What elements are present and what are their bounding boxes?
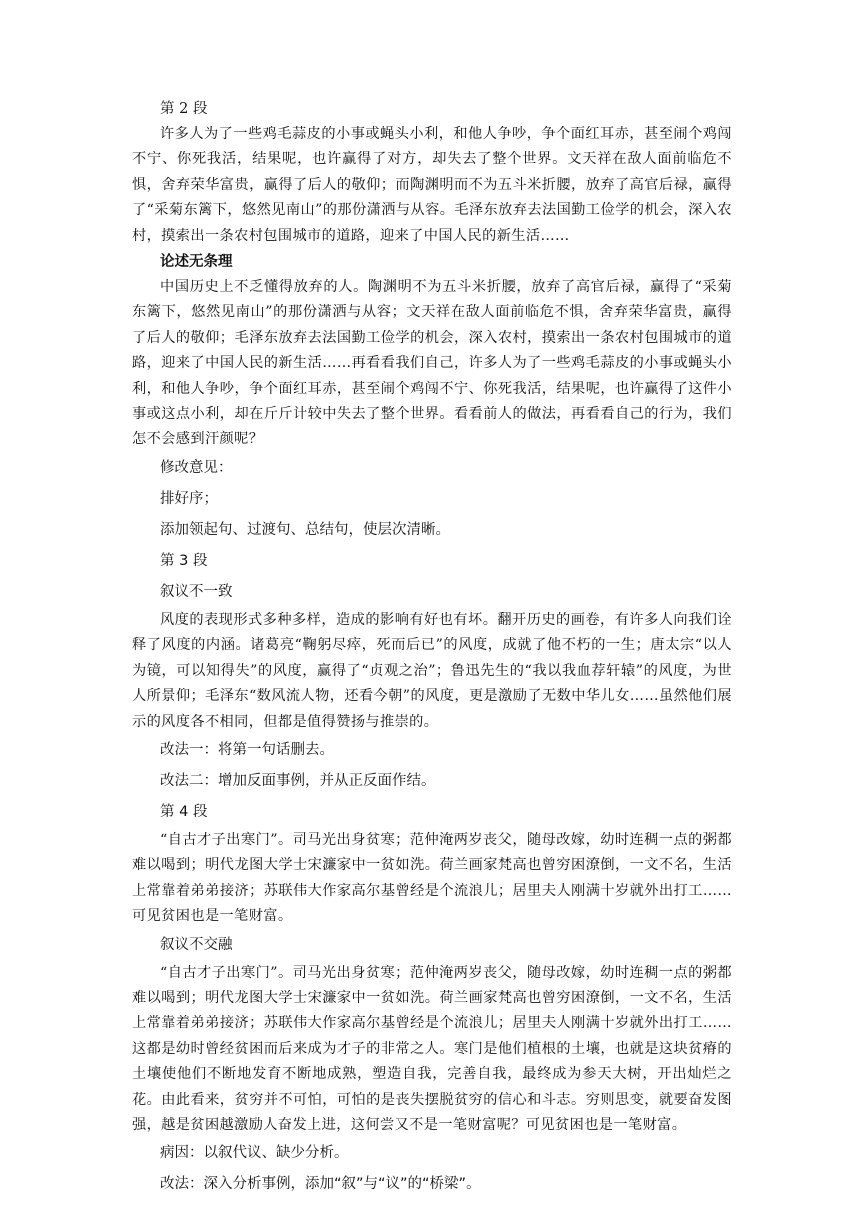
- section-heading: 第 2 段: [160, 101, 208, 117]
- revision-note: 改法二：增加反面事例，并从正反面作结。: [160, 772, 436, 789]
- revision-note: 改法：深入分析事例，添加“叙”与“议”的“桥梁”。: [160, 1176, 481, 1193]
- paragraph: 许多人为了一些鸡毛蒜皮的小事或蝇头小利，和他人争吵，争个面红耳赤，甚至闹个鸡闯不宁、你死我活，结果呢，也许赢得了对方，却失去了整个世界。文天祥在敌人面前临危不惧，舍弃荣华富贵，赢得了后人的敬仰；而陶渊明而不为五斗米折腰，放弃了高官后禄，赢得了“采菊东篱下，悠然见南山”的那份潇洒与从容。毛泽东放弃去法国勤工俭学的机会，深入农村，摸索出一条农村包围城市的道路，迎来了中国人民的新生活……: [132, 126, 732, 244]
- paragraph: 风度的表现形式多种多样，造成的影响有好也有坏。翻开历史的画卷，有许多人向我们诠释了风度的内涵。诸葛亮“鞠躬尽瘁，死而后已”的风度，成就了他不朽的一生；唐太宗“以人为镜，可以知得失”的风度，赢得了“贞观之治”；鲁迅先生的“我以我血荐轩辕”的风度，为世人所景仰；毛泽东“数风流人物，还看今朝”的风度，更是激励了无数中华儿女……虽然他们展示的风度各不相同，但都是值得赞扬与推崇的。: [132, 611, 732, 730]
- paragraph: “自古才子出寒门”。司马光出身贫寒；范仲淹两岁丧父，随母改嫁，幼时连稠一点的粥都难以喝到；明代龙图大学士宋濂家中一贫如洗。荷兰画家梵高也曾穷困潦倒，一文不名，生活上常靠着弟弟接济；苏联伟大作家高尔基曾经是个流浪儿；居里夫人刚满十岁就外出打工……可见贫困也是一笔财富。: [132, 831, 732, 925]
- revision-note: 病因：以叙代议、缺少分析。: [160, 1145, 349, 1162]
- paragraph: “自古才子出寒门”。司马光出身贫寒；范仲淹两岁丧父，随母改嫁，幼时连稠一点的粥都难以喝到；明代龙图大学士宋濂家中一贫如洗。荷兰画家梵高也曾穷困潦倒，一文不名，生活上常靠着弟弟接济；苏联伟大作家高尔基曾经是个流浪儿；居里夫人刚满十岁就外出打工……这都是幼时曾经贫困而后来成为才子的非常之人。寒门是他们植根的土壤，也就是这块贫瘠的土壤使他们不断地发育不断地成熟，塑造自我，完善自我，最终成为参天大树，开出灿烂之花。由此看来，贫穷并不可怕，可怕的是丧失摆脱贫穷的信心和斗志。穷则思变，就要奋发图强，越是贫困越激励人奋发上进，这何尝又不是一笔财富呢？可见贫困也是一笔财富。: [132, 964, 732, 1133]
- document-page: [132, 96, 732, 1200]
- subheading: 论述无条理: [160, 253, 233, 271]
- subheading: 叙议不交融: [160, 936, 233, 953]
- section-heading: 第 4 段: [160, 803, 208, 820]
- subheading: 叙议不一致: [160, 583, 233, 600]
- revision-note: 排好序；: [160, 490, 218, 507]
- revision-note: 改法一：将第一句话删去。: [160, 741, 334, 758]
- revision-note: 修改意见：: [160, 459, 233, 476]
- paragraph: 中国历史上不乏懂得放弃的人。陶渊明不为五斗米折腰，放弃了高官后禄，赢得了“采菊东篱下，悠然见南山”的那份潇洒与从容；文天祥在敌人面前临危不惧，舍弃荣华富贵，赢得了后人的敬仰；毛泽东放弃去法国勤工俭学的机会，深入农村，摸索出一条农村包围城市的道路，迎来了中国人民的新生活……再看看我们自己，许多人为了一些鸡毛蒜皮的小事或蝇头小利，和他人争吵，争个面红耳赤，甚至闹个鸡闯不宁、你死我活，结果呢，也许赢得了这件小事或这点小利，却在斤斤计较中失去了整个世界。看看前人的做法，再看看自己的行为，我们怎不会感到汗颜呢？: [132, 279, 732, 448]
- section-heading: 第 3 段: [160, 552, 208, 569]
- revision-note: 添加领起句、过渡句、总结句，使层次清晰。: [160, 521, 450, 538]
